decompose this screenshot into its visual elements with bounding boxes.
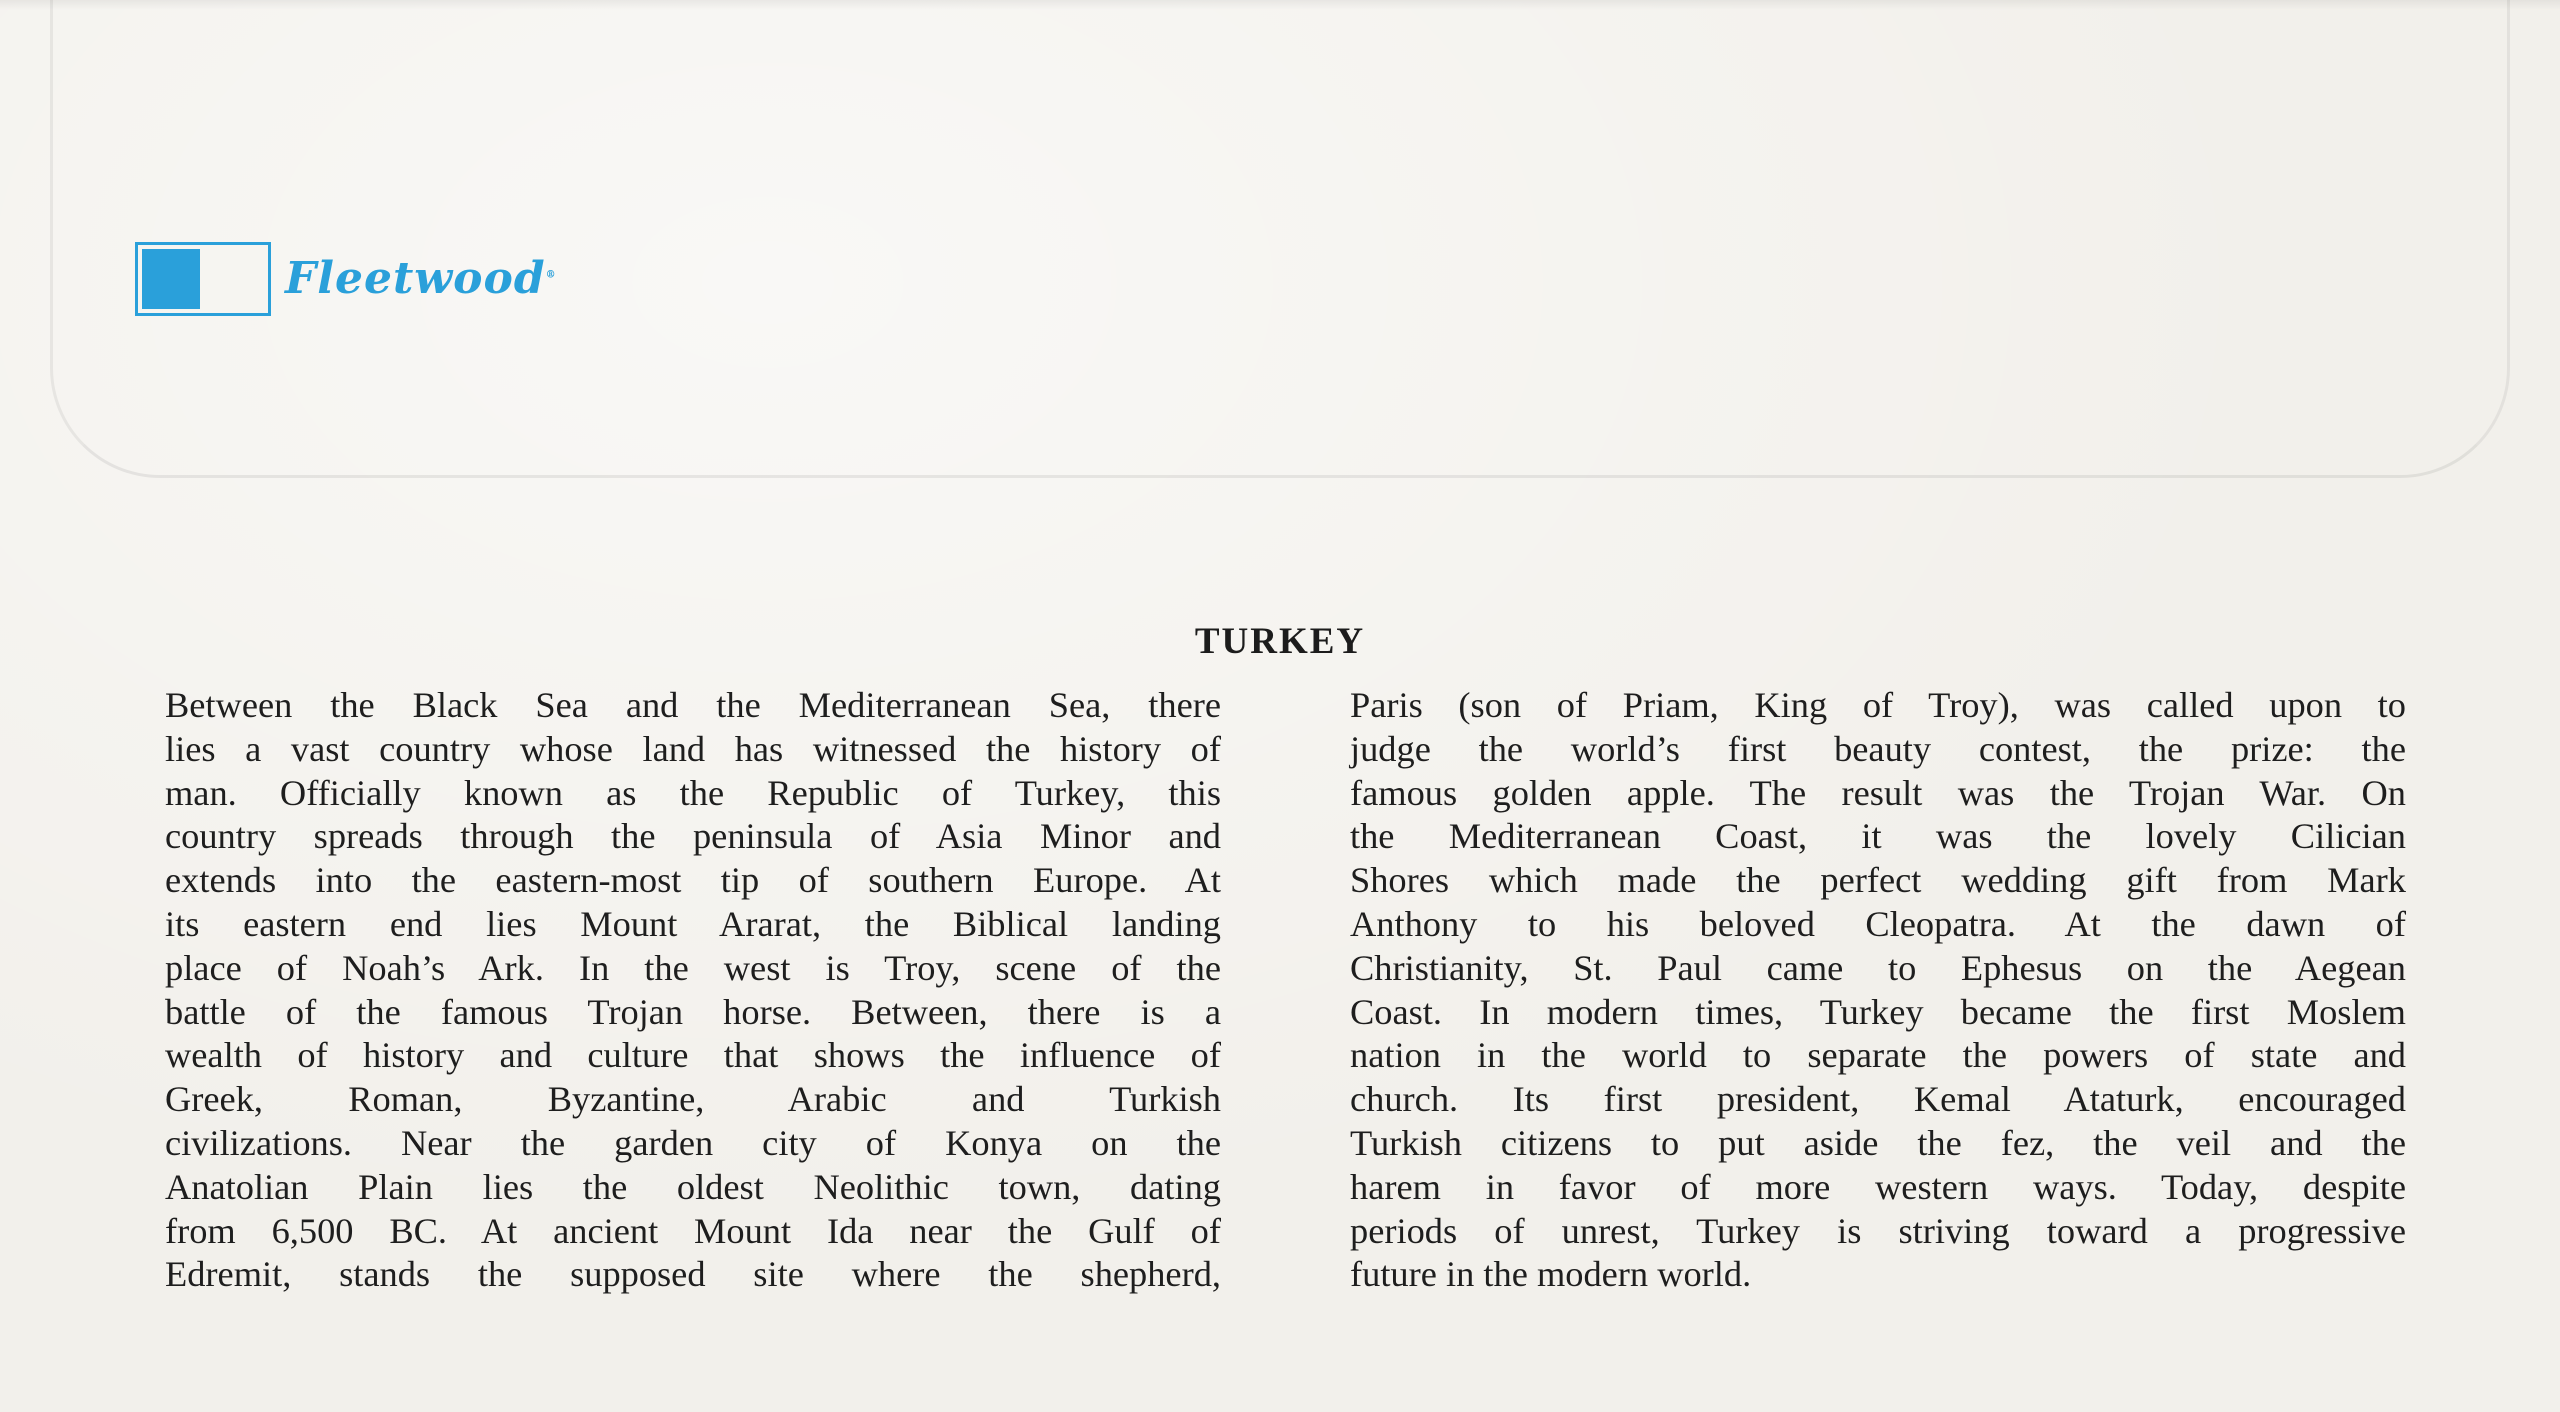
text-line: the Mediterranean Coast, it was the lovely Cilician: [1350, 816, 2406, 857]
envelope-flap: [50, 0, 2510, 478]
text-line: lies a vast country whose land has witnessed the history of: [165, 728, 1221, 769]
text-line: Between the Black Sea and the Mediterranean Sea, there: [165, 685, 1221, 725]
text-line: Shores which made the perfect wedding gift from Mark: [1350, 860, 2406, 901]
text-line: Greek, Roman, Byzantine, Arabic and Turkish: [165, 1079, 1221, 1120]
text-line: place of Noah’s Ark. In the west is Troy, scene of the: [165, 947, 1221, 988]
logo-mark-icon: [135, 242, 271, 316]
text-line: Edremit, stands the supposed site where the shepherd,: [165, 1254, 1221, 1295]
text-line: country spreads through the peninsula of Asia Minor and: [165, 816, 1221, 857]
text-line: battle of the famous Trojan horse. Between, there is a: [165, 991, 1221, 1032]
text-line: Turkish citizens to put aside the fez, the veil and the: [1350, 1122, 2406, 1163]
right-column: [1350, 684, 2406, 1297]
text-line: future in the modern world.: [1350, 1254, 1752, 1295]
logo-mark-fill: [142, 249, 200, 309]
text-line: Anthony to his beloved Cleopatra. At the dawn of: [1350, 903, 2406, 944]
text-line: famous golden apple. The result was the Trojan War. On: [1350, 772, 2406, 813]
text-line: Anatolian Plain lies the oldest Neolithic town, dating: [165, 1166, 1221, 1207]
text-line: nation in the world to separate the powers of state and: [1350, 1035, 2406, 1076]
logo-text: Fleetwood: [285, 253, 546, 304]
text-line: judge the world’s first beauty contest, the prize: the: [1350, 728, 2406, 769]
text-line: man. Officially known as the Republic of Turkey, this: [165, 772, 1221, 813]
text-line: Christianity, St. Paul came to Ephesus on the Aegean: [1350, 947, 2406, 988]
article-title: TURKEY: [1194, 621, 1366, 662]
text-line: wealth of history and culture that shows the influence of: [165, 1035, 1221, 1076]
text-line: harem in favor of more western ways. Today, despite: [1350, 1166, 2406, 1207]
text-line: civilizations. Near the garden city of Konya on the: [165, 1122, 1221, 1163]
text-line: from 6,500 BC. At ancient Mount Ida near the Gulf of: [165, 1210, 1221, 1251]
text-line: Coast. In modern times, Turkey became the first Moslem: [1350, 991, 2406, 1032]
text-line: church. Its first president, Kemal Ataturk, encouraged: [1350, 1079, 2406, 1120]
registered-mark: ®: [545, 269, 557, 281]
left-column: [165, 684, 1221, 1297]
text-line: Paris (son of Priam, King of Troy), was called upon to: [1350, 685, 2406, 725]
fleetwood-logo: [135, 242, 557, 316]
text-line: extends into the eastern-most tip of southern Europe. At: [165, 860, 1221, 901]
text-line: periods of unrest, Turkey is striving toward a progressive: [1350, 1210, 2406, 1251]
text-line: its eastern end lies Mount Ararat, the Biblical landing: [165, 903, 1221, 944]
logo-wordmark: [285, 253, 557, 304]
